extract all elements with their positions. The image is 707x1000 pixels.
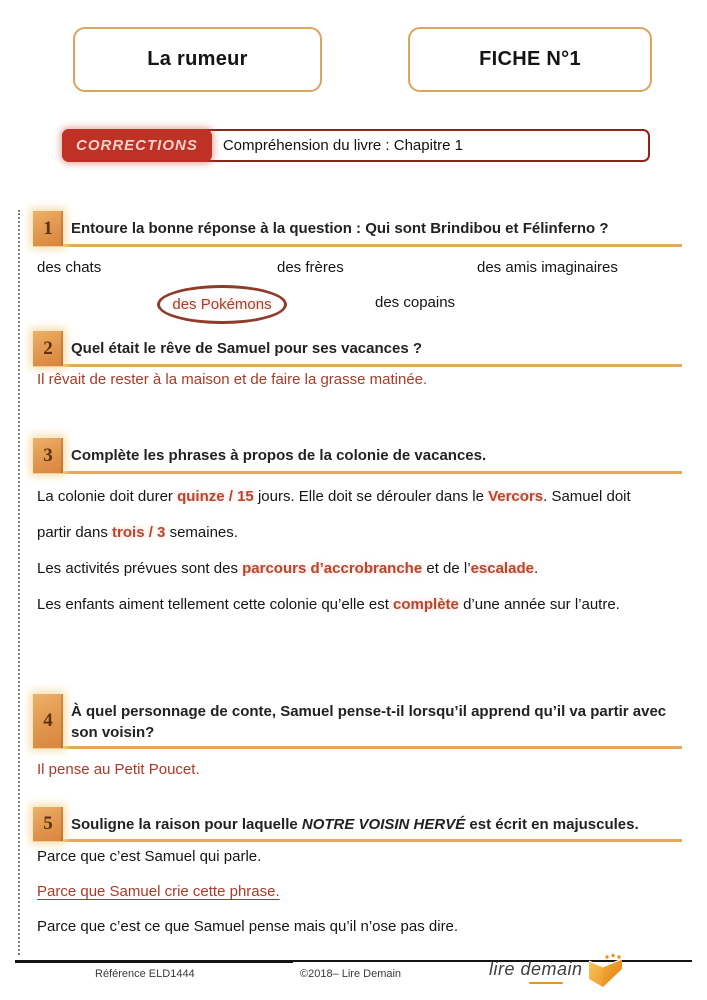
question-4-number: 4 — [33, 694, 63, 748]
q4-answer: Il pense au Petit Poucet. — [37, 761, 200, 778]
question-4-header — [33, 694, 682, 749]
question-3-title: Complète les phrases à propos de la colonie de vacances. — [71, 447, 487, 464]
q5-option-3: Parce que c’est ce que Samuel pense mais qu’il n’ose pas dire. — [37, 918, 459, 935]
q3-line-2: partir dans trois / 3 semaines. — [37, 524, 238, 541]
q1-option-amis: des amis imaginaires — [477, 259, 618, 276]
book-title-box — [73, 27, 322, 92]
q3-line-3: Les activités prévues sont des parcours d’accrobranche et de l’escalade. — [37, 560, 539, 577]
logo-text: lire demain — [489, 959, 583, 979]
question-5-title: Souligne la raison pour laquelle NOTRE VOISIN HERVÉ est écrit en majuscules. — [71, 816, 639, 833]
q1-option-pokemons: des Pokémons — [172, 296, 272, 313]
question-2-number: 2 — [33, 331, 63, 366]
fiche-number-box — [408, 27, 652, 92]
question-3-number: 3 — [33, 438, 63, 473]
q5-option-1: Parce que c’est Samuel qui parle. — [37, 848, 262, 865]
book-title: La rumeur — [147, 48, 248, 70]
corrections-badge: CORRECTIONS — [62, 129, 212, 162]
question-1-number: 1 — [33, 211, 63, 246]
question-2-header — [33, 331, 682, 367]
lire-demain-logo — [489, 953, 624, 989]
open-book-icon — [586, 953, 624, 989]
question-1-header — [33, 211, 682, 247]
question-3-header — [33, 438, 682, 474]
fiche-label: FICHE N°1 — [479, 48, 581, 70]
section-title: Compréhension du livre : Chapitre 1 — [222, 137, 463, 154]
q1-circled-answer — [157, 285, 287, 324]
q1-option-chats: des chats — [37, 259, 102, 276]
left-margin-dotted-line — [18, 210, 20, 955]
q1-option-freres: des frères — [277, 259, 344, 276]
corrections-bar — [62, 129, 650, 162]
q5-option-2-underlined-answer: Parce que Samuel crie cette phrase. — [37, 883, 280, 900]
question-4-title: À quel personnage de conte, Samuel pense-t-il lorsqu’il apprend qu’il va partir avec son voisin? — [71, 703, 667, 741]
question-1-title: Entoure la bonne réponse à la question : Qui sont Brindibou et Félinferno ? — [71, 220, 609, 237]
q1-option-copains: des copains — [375, 294, 456, 311]
logo-tagline-mark — [529, 982, 563, 984]
question-5-header — [33, 807, 682, 842]
footer-divider-thick-segment — [15, 960, 293, 963]
footer-copyright: ©2018– Lire Demain — [300, 968, 402, 980]
question-5-number: 5 — [33, 807, 63, 841]
q2-answer: Il rêvait de rester à la maison et de faire la grasse matinée. — [37, 371, 428, 388]
q3-line-1: La colonie doit durer quinze / 15 jours. Elle doit se dérouler dans le Vercors. Samuel doit — [37, 488, 631, 505]
question-2-title: Quel était le rêve de Samuel pour ses vacances ? — [71, 340, 422, 357]
footer-reference: Référence ELD1444 — [95, 968, 195, 980]
q3-line-4: Les enfants aiment tellement cette colonie qu’elle est complète d’une année sur l’autre. — [37, 596, 620, 613]
